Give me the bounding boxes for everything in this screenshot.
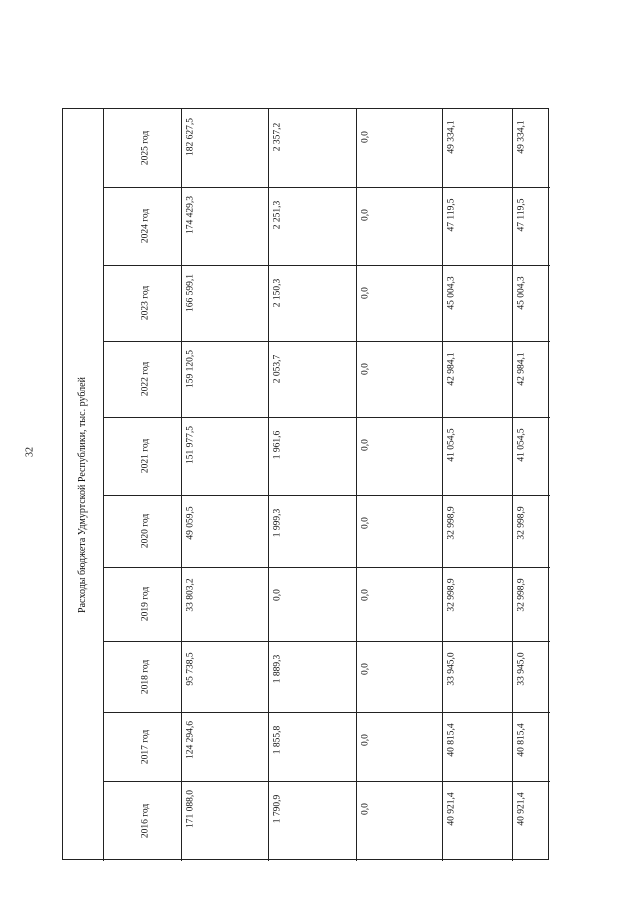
table-caption: Расходы бюджета Удмуртской Республики, тыс. рублей bbox=[77, 377, 88, 613]
year-header: 2016 год bbox=[140, 803, 151, 839]
table-cell: 166 599,1 bbox=[185, 274, 196, 312]
table-cell: 45 004,3 bbox=[516, 276, 527, 310]
year-header: 2018 год bbox=[140, 659, 151, 694]
row-divider bbox=[103, 495, 550, 496]
table-cell: 0,0 bbox=[360, 517, 371, 529]
table-cell: 45 004,3 bbox=[446, 276, 457, 310]
year-header: 2023 год bbox=[140, 285, 151, 321]
column-divider bbox=[181, 109, 182, 861]
table-cell: 151 977,5 bbox=[185, 426, 196, 464]
table-cell: 0,0 bbox=[272, 589, 283, 601]
table-cell: 2 357,2 bbox=[272, 122, 283, 152]
table-cell: 0,0 bbox=[360, 131, 371, 143]
table-cell: 49 059,5 bbox=[185, 506, 196, 540]
table-cell: 159 120,5 bbox=[185, 350, 196, 388]
table-cell: 40 815,4 bbox=[446, 723, 457, 757]
column-divider bbox=[442, 109, 443, 861]
table-cell: 1 855,8 bbox=[272, 725, 283, 755]
table-cell: 41 054,5 bbox=[446, 428, 457, 462]
table-cell: 32 998,9 bbox=[446, 506, 457, 540]
table-cell: 47 119,5 bbox=[516, 198, 527, 232]
table-cell: 0,0 bbox=[360, 734, 371, 746]
budget-table bbox=[62, 108, 549, 860]
table-cell: 2 150,3 bbox=[272, 278, 283, 308]
table-cell: 174 429,3 bbox=[185, 196, 196, 234]
table-cell: 124 294,6 bbox=[185, 721, 196, 759]
table-cell: 95 738,5 bbox=[185, 652, 196, 686]
table-cell: 171 088,0 bbox=[185, 790, 196, 828]
table-cell: 2 053,7 bbox=[272, 354, 283, 384]
row-divider bbox=[103, 187, 550, 188]
table-cell: 40 921,4 bbox=[516, 792, 527, 826]
table-cell: 41 054,5 bbox=[516, 428, 527, 462]
table-cell: 0,0 bbox=[360, 209, 371, 221]
row-divider bbox=[103, 567, 550, 568]
table-cell: 49 334,1 bbox=[516, 120, 527, 154]
row-divider bbox=[103, 341, 550, 342]
table-cell: 47 119,5 bbox=[446, 198, 457, 232]
year-header: 2024 год bbox=[140, 208, 151, 244]
column-divider bbox=[356, 109, 357, 861]
table-cell: 2 251,3 bbox=[272, 200, 283, 230]
table-cell: 1 999,3 bbox=[272, 508, 283, 538]
table-cell: 1 889,3 bbox=[272, 654, 283, 684]
table-cell: 0,0 bbox=[360, 663, 371, 675]
table-cell: 1 961,6 bbox=[272, 430, 283, 460]
table-cell: 40 815,4 bbox=[516, 723, 527, 757]
year-header: 2020 год bbox=[140, 513, 151, 549]
table-cell: 1 790,9 bbox=[272, 794, 283, 824]
row-divider bbox=[103, 641, 550, 642]
table-cell: 0,0 bbox=[360, 803, 371, 815]
row-divider bbox=[103, 712, 550, 713]
table-cell: 33 803,2 bbox=[185, 578, 196, 612]
table-cell: 0,0 bbox=[360, 439, 371, 451]
row-divider bbox=[103, 781, 550, 782]
column-divider bbox=[268, 109, 269, 861]
table-cell: 33 945,0 bbox=[446, 652, 457, 686]
year-header: 2017 год bbox=[140, 729, 151, 764]
table-cell: 49 334,1 bbox=[446, 120, 457, 154]
table-cell: 42 984,1 bbox=[446, 352, 457, 386]
table-cell: 32 998,9 bbox=[516, 506, 527, 540]
table-cell: 182 627,5 bbox=[185, 118, 196, 156]
table-cell: 0,0 bbox=[360, 363, 371, 375]
table-cell: 32 998,9 bbox=[446, 578, 457, 612]
table-cell: 32 998,9 bbox=[516, 578, 527, 612]
table-cell: 33 945,0 bbox=[516, 652, 527, 686]
table-cell: 0,0 bbox=[360, 589, 371, 601]
table-cell: 0,0 bbox=[360, 287, 371, 299]
page-number: 32 bbox=[24, 447, 36, 457]
column-divider bbox=[512, 109, 513, 861]
caption-divider bbox=[103, 109, 104, 861]
table-cell: 40 921,4 bbox=[446, 792, 457, 826]
year-header: 2025 год bbox=[140, 130, 151, 166]
row-divider bbox=[103, 265, 550, 266]
row-divider bbox=[103, 417, 550, 418]
table-cell: 42 984,1 bbox=[516, 352, 527, 386]
year-header: 2021 год bbox=[140, 438, 151, 474]
year-header: 2022 год bbox=[140, 361, 151, 397]
year-header: 2019 год bbox=[140, 586, 151, 622]
